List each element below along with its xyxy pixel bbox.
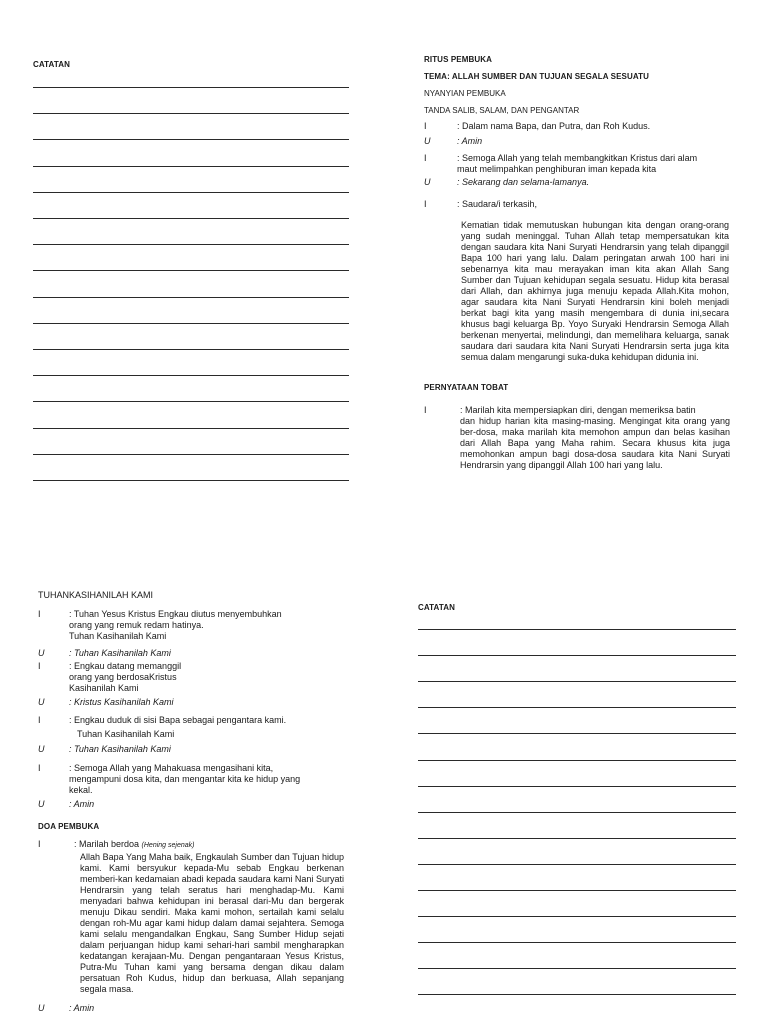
note-line [33, 454, 349, 455]
note-line [33, 323, 349, 324]
note-line [33, 192, 349, 193]
note-line [418, 994, 736, 995]
speaker-label: U [424, 136, 431, 146]
note-line [418, 812, 736, 813]
note-line [33, 87, 349, 88]
opening-song-label: NYANYIAN PEMBUKA [424, 89, 506, 98]
dialogue-text: : Amin [457, 136, 483, 146]
note-line [418, 786, 736, 787]
speaker-label: U [38, 648, 45, 658]
introduction-paragraph: Kematian tidak memutuskan hubungan kita dengan orang-orang yang sudah meninggal. Tuhan Allah tetap mempersatukan kita dengan saudara kita Nani Suryati Hendrarsin yang telah dipanggil Bapa 100 hari yang lalu. Dalam peringatan arwah 100 hari ini sebenarnya kita mau merayakan iman kita akan Allah Sang Sumber dan Tujuan kehidupan segala sesuatu. Hidup kita berasal dari Allah, dan akhirnya juga menuju kepada Allah.Kita mohon, agar saudara kita Nani Suryati Hendrarsin kini boleh menjadi berkat bagi kita yang masih mengembara di dunia ini,secara khusus bagi keluarga Bp. Yoyo Suryaki Hendrarsin Semoga Allah berkenan menyertai, melindungi, dan memelihara keluarga, sanak saudara dari saudara kita Nani Suryati Hendrarsin serta juga kita semua dalam mengarungi suka-duka kehidupan didunia ini. [461, 220, 729, 362]
speaker-label: I [38, 839, 41, 849]
penitential-paragraph: dan hidup harian kita masing-masing. Mengingat kita orang yang ber-dosa, maka marilah kita memohon ampun dan belas kasihan dari Allah Bapa yang Maha rahim. Secara khusus kita juga memohonkan ampun bagi dosa-dosa saudara kita Nani Suryati Hendrarsin yang dipanggil Allah 100 hari yang lalu. [460, 416, 730, 470]
note-line [33, 349, 349, 350]
note-line [418, 890, 736, 891]
speaker-label: I [38, 763, 41, 773]
speaker-label: I [38, 715, 41, 725]
dialogue-text: : Kristus Kasihanilah Kami [69, 697, 174, 707]
note-line [33, 244, 349, 245]
dialogue-text: : Sekarang dan selama-lamanya. [457, 177, 590, 187]
speaker-label: I [424, 199, 427, 209]
speaker-label: I [424, 153, 427, 163]
opening-rite-panel [384, 0, 768, 512]
speaker-label: I [424, 121, 427, 131]
rite-heading: RITUS PEMBUKA [424, 55, 492, 64]
dialogue-text: : Tuhan Kasihanilah Kami [69, 648, 171, 658]
notes-panel-bottom-right [384, 512, 768, 1024]
dialogue-text: : Amin [69, 1003, 95, 1013]
speaker-label: U [424, 177, 431, 187]
notes-panel-top-left [0, 0, 384, 512]
speaker-label: U [38, 744, 45, 754]
dialogue-text: : Engkau duduk di sisi Bapa sebagai pengantara kami. [69, 715, 287, 725]
penitential-heading: PERNYATAAN TOBAT [424, 383, 509, 392]
note-line [418, 629, 736, 630]
prayer-invite: : Marilah berdoa [74, 839, 142, 849]
note-line [418, 942, 736, 943]
kyrie-panel [0, 512, 384, 1024]
speaker-label: U [38, 697, 45, 707]
note-line [33, 401, 349, 402]
opening-prayer-heading: DOA PEMBUKA [38, 822, 100, 831]
speaker-label: U [38, 1003, 45, 1013]
note-line [33, 218, 349, 219]
note-line [33, 113, 349, 114]
note-line [33, 428, 349, 429]
dialogue-text: : Saudara/i terkasih, [457, 199, 538, 209]
speaker-label: I [38, 609, 41, 619]
kyrie-response-line: Tuhan Kasihanilah Kami [77, 729, 175, 739]
note-line [418, 733, 736, 734]
note-line [418, 655, 736, 656]
opening-prayer-paragraph: Allah Bapa Yang Maha baik, Engkaulah Sumber dan Tujuan hidup kami. Kami bersyukur kepada-Mu sebab Engkau berkenan memberi-kan kedamaian abadi kepada saudara kami Nani Suryati Hendrarsin yang telah seratus hari menghadap-Mu. Kami menyadari bahwa kehidupan ini berasal dari-Mu dan bergerak menuju Dikau sendiri. Maka kami mohon, sertailah kami selalu dengan roh-Mu agar kami hidup dalam damai sejahtera. Semoga kami selalu mengandalkan Engkau, Sang Sumber Hidup sejati dalam perjuangan hidup kami sehari-hari sambil mengharapkan kedatangan kerajaan-Mu. Dengan pengantaraan Yesus Kristus, Putra-Mu Tuhan kami yang bersama dengan dikau dalam persatuan Roh Kudus, hidup dan berkuasa, Allah sepanjang segala masa. [80, 852, 344, 994]
note-line [418, 968, 736, 969]
speaker-label: I [424, 405, 427, 415]
prayer-intro [74, 839, 194, 851]
speaker-label: I [38, 661, 41, 671]
note-line [33, 139, 349, 140]
dialogue-text: : Dalam nama Bapa, dan Putra, dan Roh Kudus. [457, 121, 651, 131]
dialogue-text: : Semoga Allah yang Mahakuasa mengasihani kita, mengampuni dosa kita, dan mengantar kita ke hidup yang kekal. [69, 763, 301, 795]
note-line [33, 375, 349, 376]
sign-of-cross-label: TANDA SALIB, SALAM, DAN PENGANTAR [424, 106, 580, 115]
note-line [33, 297, 349, 298]
dialogue-text: : Engkau datang memanggil orang yang berdosaKristus Kasihanilah Kami [69, 661, 182, 693]
note-line [418, 838, 736, 839]
note-line [418, 760, 736, 761]
note-line [418, 916, 736, 917]
speaker-label: U [38, 799, 45, 809]
silence-note: (Hening sejenak) [141, 842, 195, 849]
notes-heading: CATATAN [33, 60, 70, 69]
dialogue-text: : Tuhan Kasihanilah Kami [69, 744, 171, 754]
note-line [33, 270, 349, 271]
dialogue-text: : Marilah kita mempersiapkan diri, dengan memeriksa batin [460, 405, 696, 415]
note-line [418, 681, 736, 682]
note-line [418, 707, 736, 708]
kyrie-heading: TUHANKASIHANILAH KAMI [38, 590, 154, 600]
note-line [418, 864, 736, 865]
note-line [33, 480, 349, 481]
notes-heading: CATATAN [418, 603, 455, 612]
dialogue-text: : Amin [69, 799, 95, 809]
dialogue-text: : Semoga Allah yang telah membangkitkan Kristus dari alam maut melimpahkan penghiburan iman kepada kita [457, 153, 698, 174]
note-line [33, 166, 349, 167]
dialogue-text: : Tuhan Yesus Kristus Engkau diutus menyembuhkan orang yang remuk redam hatinya. Tuhan Kasihanilah Kami [69, 609, 282, 641]
rite-theme: TEMA: ALLAH SUMBER DAN TUJUAN SEGALA SESUATU [424, 72, 649, 81]
